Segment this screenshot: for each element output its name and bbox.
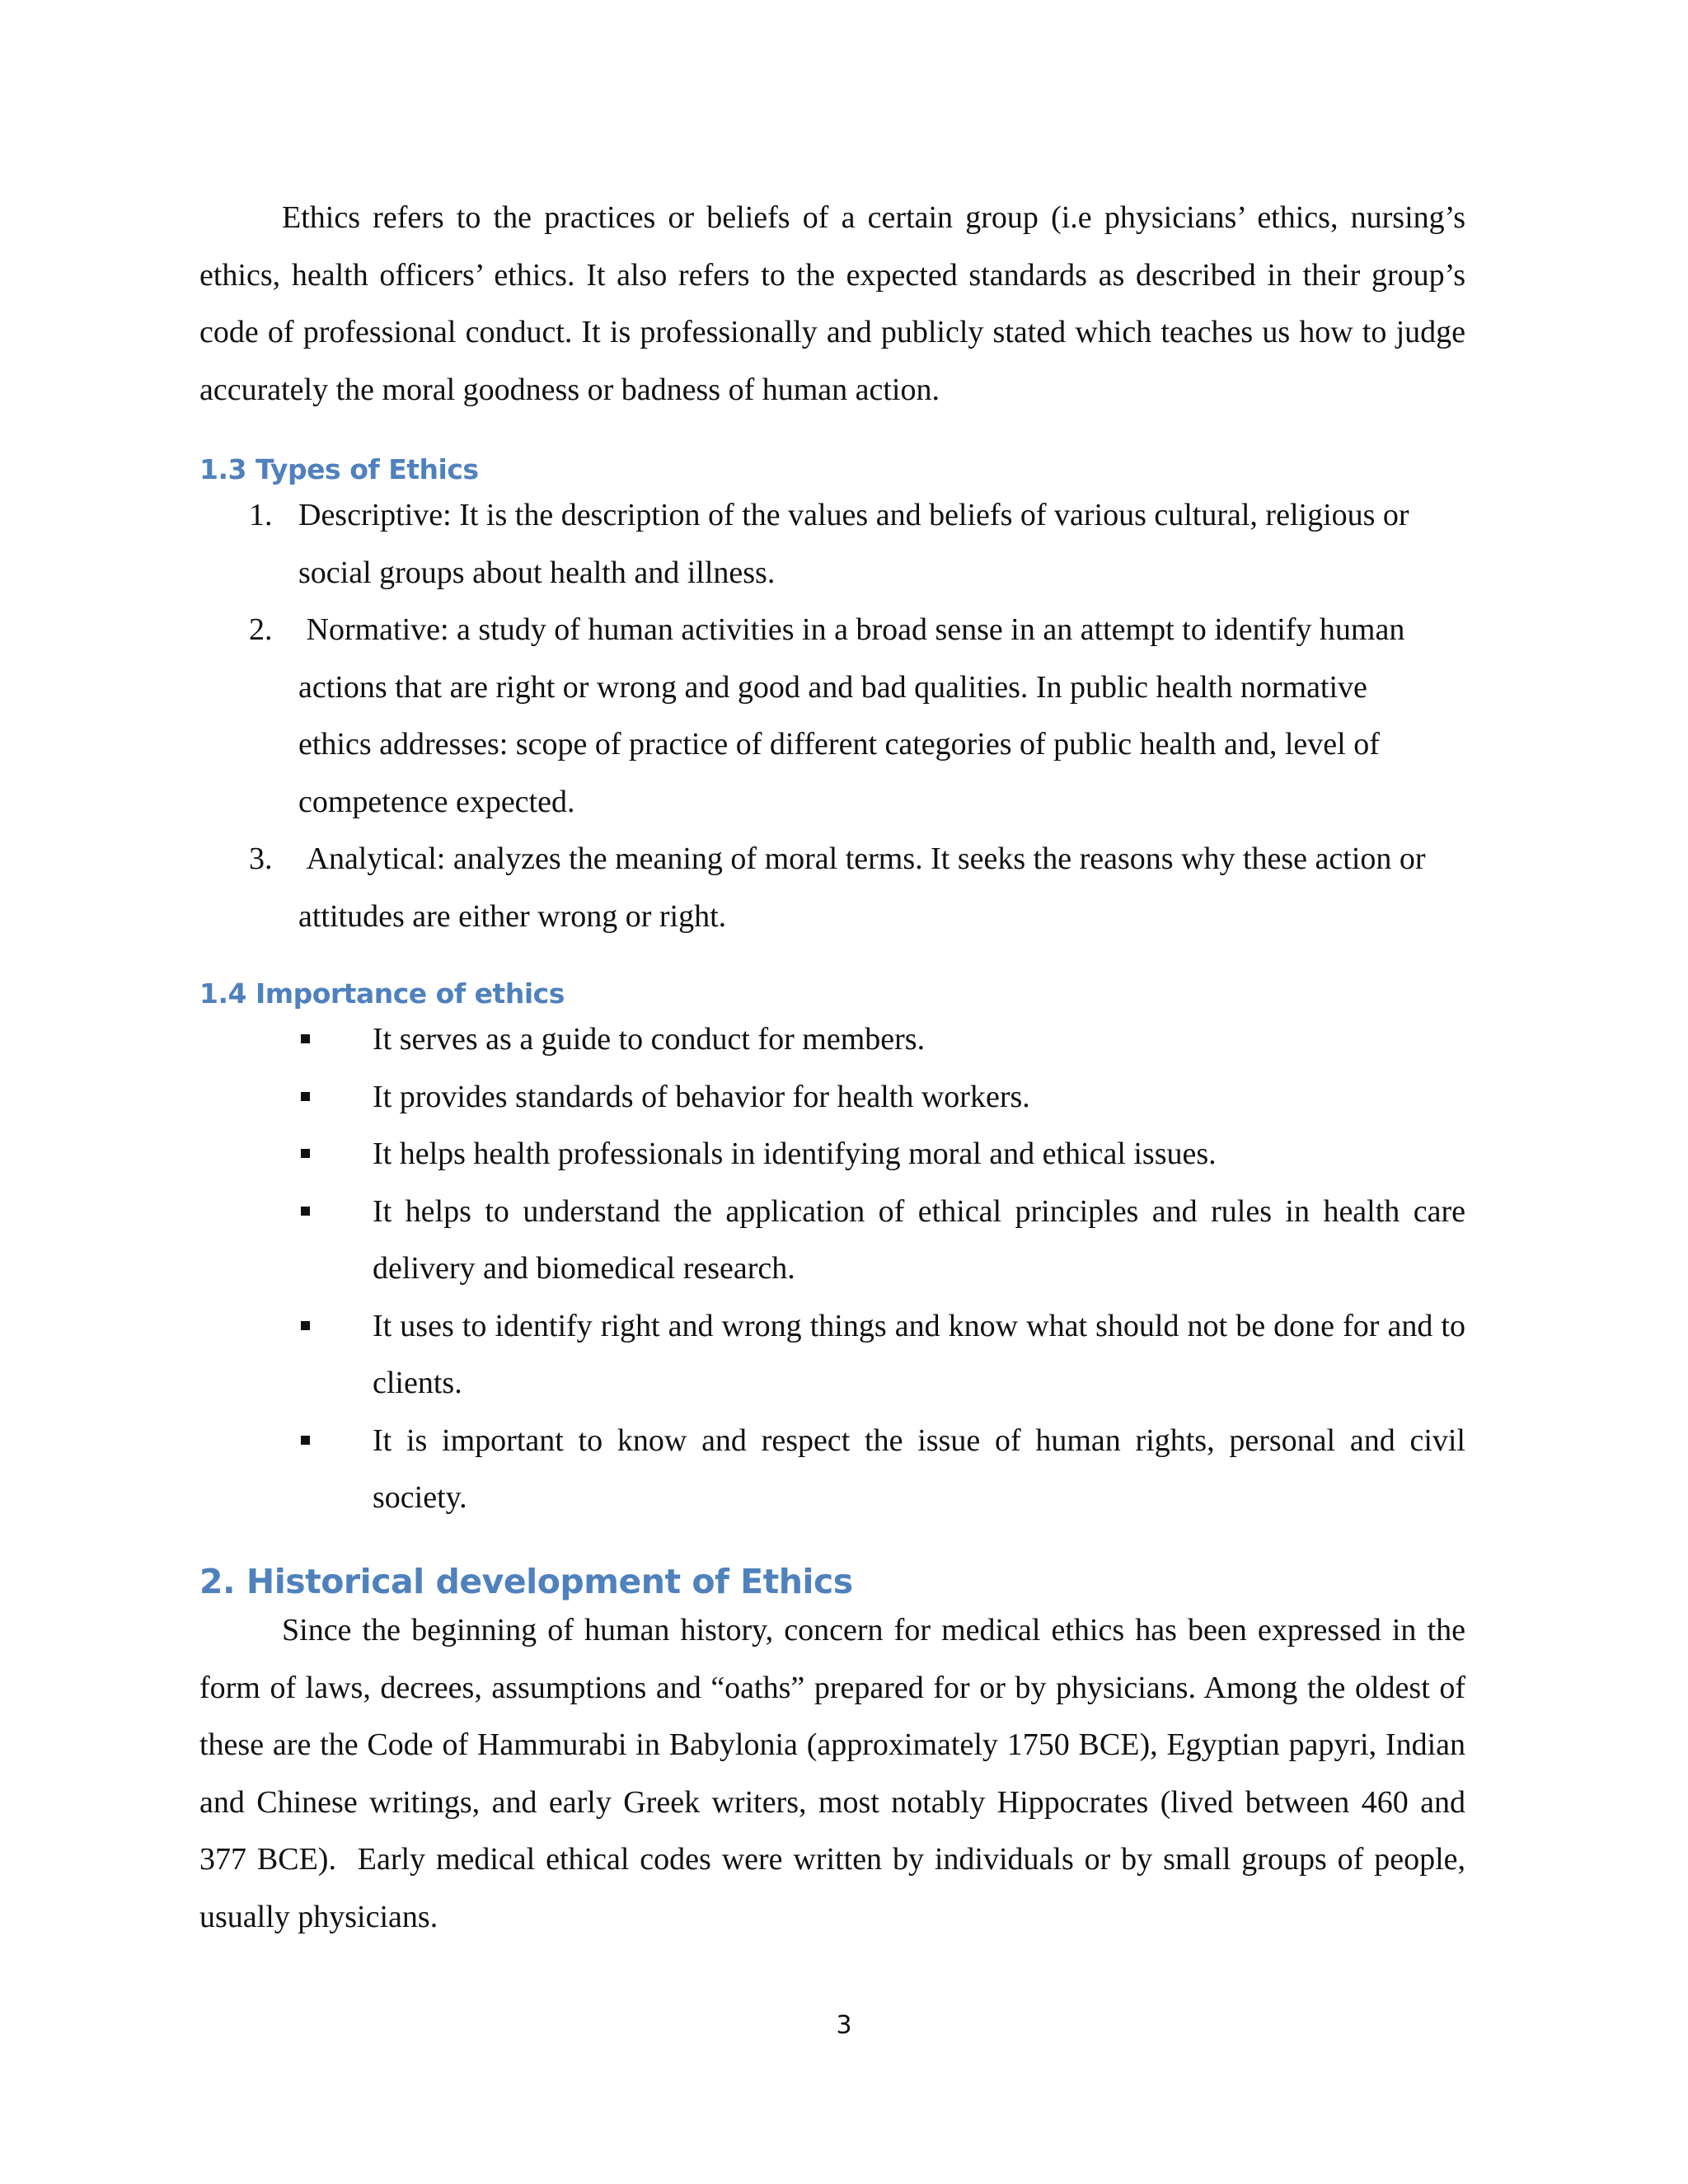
list-item-text: It is important to know and respect the issue of human rights, personal and civil society. [373,1422,1465,1515]
section-2-heading: 2. Historical development of Ethics [199,1562,853,1601]
list-item-text: It helps to understand the application of ethical principles and rules in health care delivery and biomedical research. [373,1193,1465,1286]
types-of-ethics-list [199,487,1465,945]
list-number: 3. [249,841,273,876]
square-bullet-icon [301,1092,310,1101]
list-item [199,831,1465,945]
square-bullet-icon [301,1034,310,1043]
intro-paragraph: Ethics refers to the practices or beliefs of a certain group (i.e physicians’ ethics, nursing’s ethics, health officers’ ethics. It also refers to the expected standards as described in their group’s code of professional conduct. It is professionally and publicly stated which teaches us how to judge accurately the moral goodness or badness of human action. [199,200,1465,407]
intro-section [199,190,1465,419]
list-item-text: It helps health professionals in identifying moral and ethical issues. [373,1137,1217,1171]
list-item-text: It serves as a guide to conduct for members. [373,1022,926,1057]
list-item [199,1413,1465,1527]
list-item [199,1069,1465,1127]
list-item [199,602,1465,831]
list-item-text: Descriptive: It is the description of the values and beliefs of various cultural, religious or social groups about health and illness. [298,498,1409,590]
list-item-text: Normative: a study of human activities in a broad sense in an attempt to identify human actions that are right or wrong and good and bad qualities. In public health normative ethics addresses: scope of practice of different categories of public health and, level of competence expected. [298,612,1413,819]
history-section [199,1602,1474,1946]
history-paragraph: Since the beginning of human history, concern for medical ethics has been expressed in the form of laws, decrees, assumptions and “oaths” prepared for or by physicians. Among the oldest of these are the Code of Hammurabi in Babylonia (approximately 1750 BCE), Egyptian papyri, Indian and Chinese writings, and early Greek writers, most notably Hippocrates (lived between 460 and 377 BCE). Early medical ethical codes were written by individuals or by small groups of people, usually physicians. [199,1613,1474,1934]
section-1-3-heading: 1.3 Types of Ethics [199,453,479,485]
list-item [199,1183,1465,1298]
section-1-4-heading: 1.4 Importance of ethics [199,977,565,1010]
square-bullet-icon [301,1149,310,1158]
list-item [199,1298,1465,1413]
list-number: 1. [249,498,273,532]
square-bullet-icon [301,1436,310,1445]
list-item-text: Analytical: analyzes the meaning of moral terms. It seeks the reasons why these action or attitudes are either wrong or right. [298,841,1434,934]
list-item-text: It provides standards of behavior for health workers. [373,1079,1030,1114]
list-item [199,1011,1465,1069]
list-item-text: It uses to identify right and wrong things and know what should not be done for and to clients. [373,1308,1465,1400]
importance-of-ethics-list [199,1011,1465,1527]
list-number: 2. [249,612,273,647]
list-item [199,487,1465,602]
page-number: 3 [836,2011,852,2040]
square-bullet-icon [301,1321,310,1330]
square-bullet-icon [301,1207,310,1216]
list-item [199,1126,1465,1183]
